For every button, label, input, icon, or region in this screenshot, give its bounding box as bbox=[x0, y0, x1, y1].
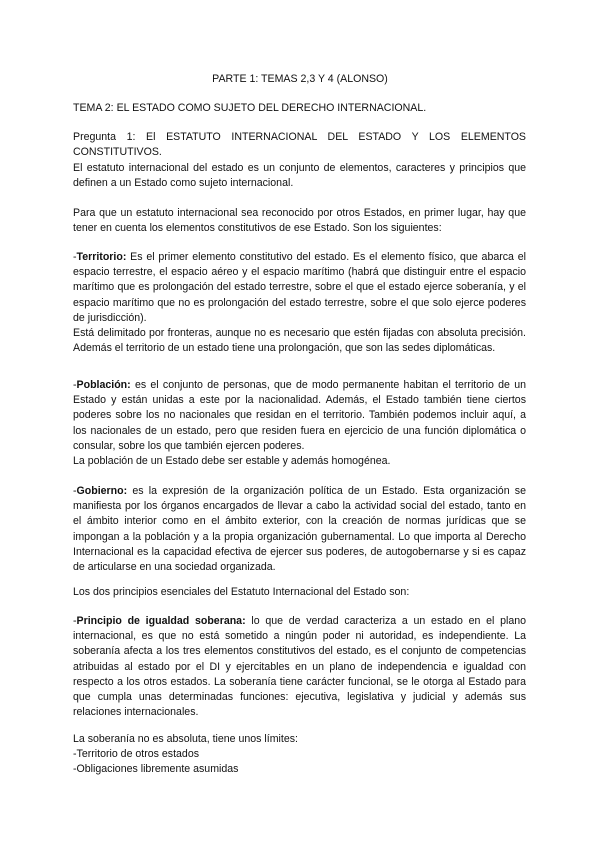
intro-paragraph: El estatuto internacional del estado es un conjunto de elementos, caracteres y principios que definen a un Estado como sujeto internacional. bbox=[73, 162, 526, 190]
igualdad-section bbox=[73, 614, 526, 720]
poblacion-term: Población: bbox=[76, 379, 131, 391]
igualdad-term: Principio de igualdad soberana: bbox=[76, 615, 246, 627]
reconocido-paragraph: Para que un estatuto internacional sea reconocido por otros Estados, en primer lugar, hay que tener en cuenta los elementos constitutivos de ese Estado. Son los siguientes: bbox=[73, 207, 526, 235]
territorio-paragraph: -Territorio: Es el primer elemento constitutivo del estado. Es el elemento físico, que abarca el espacio terrestre, el espacio aéreo y el espacio marítimo (habrá que distinguir entre el espacio marítimo que es prolongación del estado terrestre, sobre el que el estado ejerce soberanía, y el espacio marítimo que no es prolongación del estado terrestre, sobre el que solo ejerce poderes de jurisdicción). bbox=[73, 251, 526, 324]
poblacion-paragraph-2: La población de un Estado debe ser estable y además homogénea. bbox=[73, 455, 391, 468]
principios-intro: Los dos principios esenciales del Estatuto Internacional del Estado son: bbox=[73, 586, 410, 598]
territorio-section bbox=[73, 250, 526, 356]
poblacion-paragraph: -Población: es el conjunto de personas, que de modo permanente habitan el territorio de un Estado y están unidas a este por la nacionalidad. Además, el Estado también tiene ciertos poderes sobre los no nacionales que residan en el territorio. También podemos incluir aquí, a los nacionales de un estado, pero que residen fuera en ejercicio de una función diplomática o consular, sobre los que también ejercen poderes. bbox=[73, 379, 526, 452]
territorio-paragraph-2: Está delimitado por fronteras, aunque no es necesario que estén fijadas con absoluta precisión. Además el territorio de un estado tiene una prolongación, que son las sedes diplomáticas. bbox=[73, 327, 526, 355]
tema-heading: TEMA 2: EL ESTADO COMO SUJETO DEL DERECHO INTERNACIONAL. bbox=[73, 102, 427, 114]
gobierno-paragraph: -Gobierno: es la expresión de la organización política de un Estado. Esta organización se manifiesta por los órganos encargados de llevar a cabo la actividad social del estado, tanto en el ámbito interior como en el ámbito exterior, con la creación de normas jurídicas que se impongan a la población y a la propia organización gubernamental. Lo que importa al Derecho Internacional es la capacidad efectiva de ejercer sus poderes, de autogobernarse y si es capaz de articularse en una sociedad organizada. bbox=[73, 485, 526, 574]
igualdad-paragraph: -Principio de igualdad soberana: lo que de verdad caracteriza a un estado en el plano internacional, es que no está sometido a ningún poder ni autoridad, es independiente. La soberanía afecta a los tres elementos constitutivos del estado, es el conjunto de competencias atribuidas al estado por el DI y ejercitables en un plano de independencia e igualdad con respecto a los otros estados. La soberanía tiene carácter funcional, se le otorga al Estado para que cumpla unas determinadas funciones: ejecutiva, legislativa y judicial y además sus relaciones internacionales. bbox=[73, 615, 527, 719]
gobierno-term: Gobierno: bbox=[76, 485, 128, 497]
territorio-term: Territorio: bbox=[76, 251, 127, 263]
page-title: PARTE 1: TEMAS 2,3 Y 4 (ALONSO) bbox=[212, 73, 388, 85]
gobierno-section bbox=[73, 484, 526, 575]
pregunta-heading: Pregunta 1: El ESTATUTO INTERNACIONAL DEL ESTADO Y LOS ELEMENTOS CONSTITUTIVOS. bbox=[73, 131, 526, 159]
limites-item: -Territorio de otros estados bbox=[73, 748, 200, 761]
limites-section bbox=[73, 732, 526, 778]
poblacion-section bbox=[73, 378, 526, 469]
limites-intro: La soberanía no es absoluta, tiene unos límites: bbox=[73, 733, 298, 745]
limites-item: -Obligaciones libremente asumidas bbox=[73, 763, 239, 776]
